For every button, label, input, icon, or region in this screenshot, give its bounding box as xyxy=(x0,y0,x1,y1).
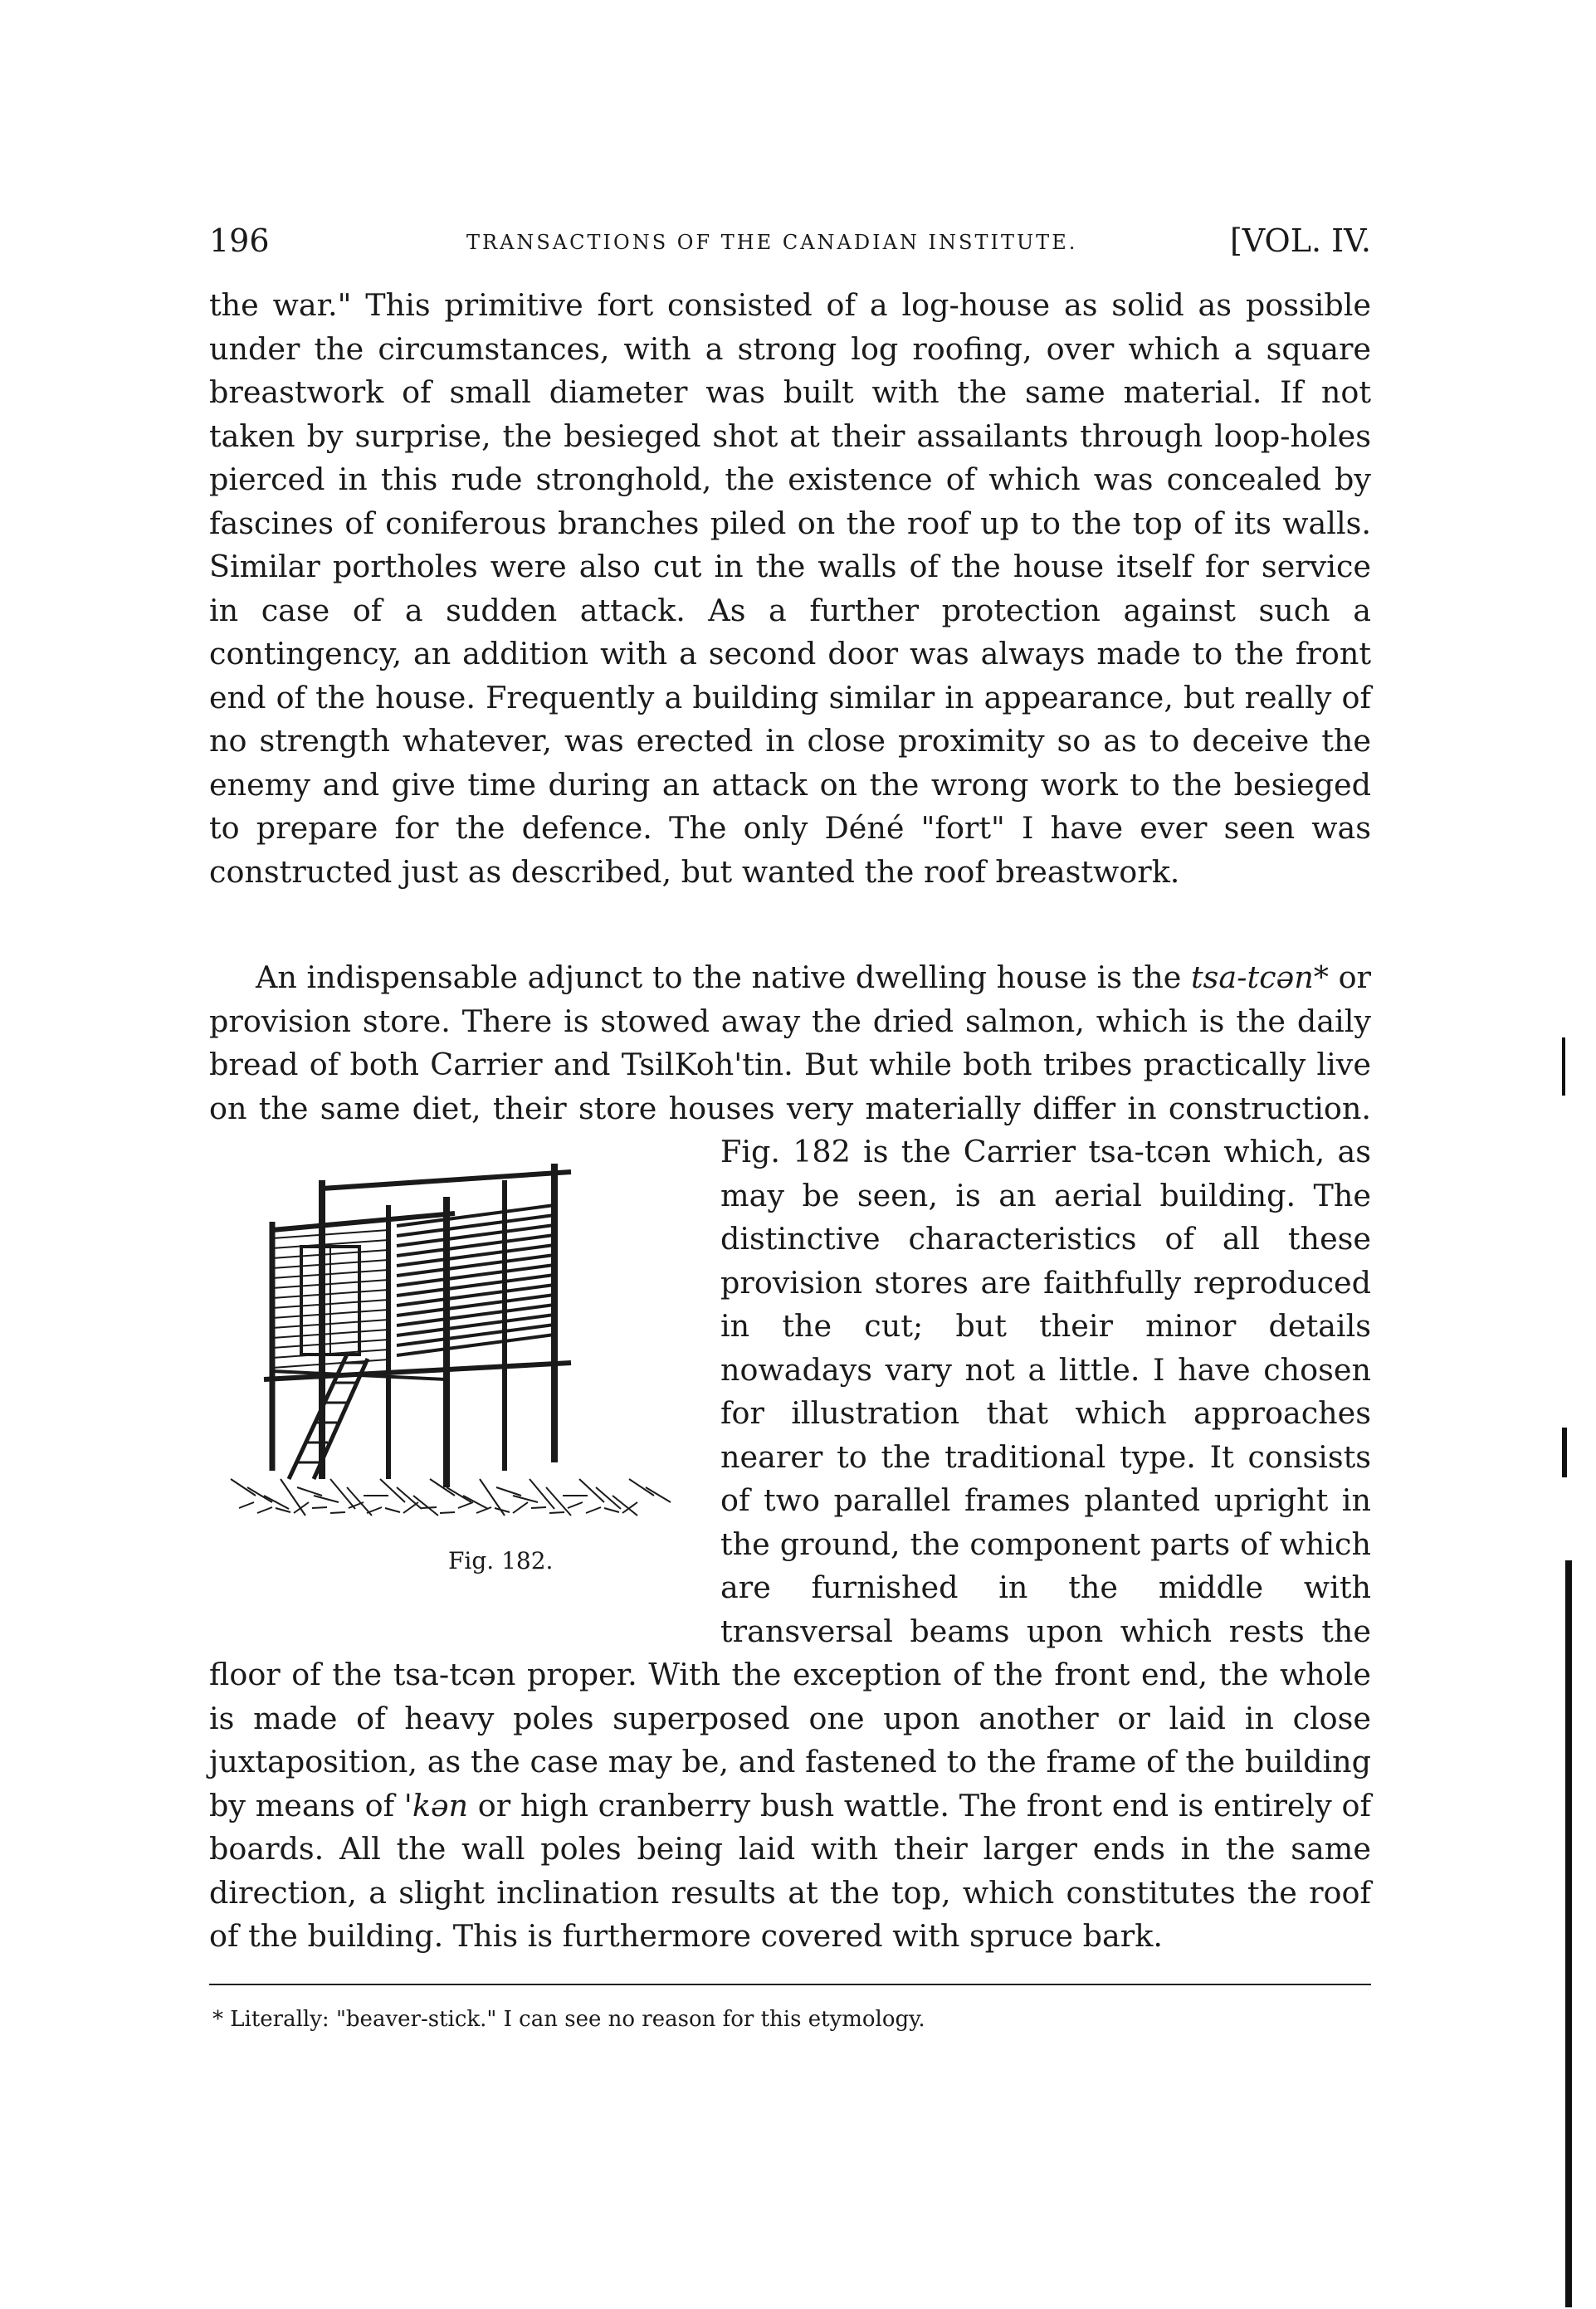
provision-store-illustration xyxy=(222,1130,687,1529)
p2-ending: or high cranberry bush wattle. The front end is entirely of boards. All the wall poles being laid with their larger ends in the same direction, a slight inclination results at the top, which constitutes the roof of the building. This is furthermore covered with spruce bark. xyxy=(209,1787,1371,1954)
term-tsa-tcon: tsa-tcən xyxy=(1190,959,1314,995)
paragraph-2 xyxy=(209,956,1371,1959)
scan-edge-mark xyxy=(1565,1560,1572,2307)
paragraph-2-text xyxy=(209,956,1371,1959)
p2-body-continued: in construction. Fig. 182 is the Carrier tsa-tcən which, as may be seen, is an aerial building. The distinctive characteristics of all these provision stores are faithfully reproduced in the cut; but their minor details nowadays vary not a little. I have chosen for illustration that which approaches nearer to the traditional type. It consists of two parallel frames planted upright in the ground, the component parts of which are furnished in the middle with transversal beams upon which rests the floor of the tsa-tcən proper. With the exception of the front end, the whole is made of heavy poles superposed one upon another or laid in close juxtaposition, as the case may be, and fastened to the frame of the building by means of xyxy=(209,1090,1371,1823)
page-header xyxy=(209,222,1371,272)
footnote-rule xyxy=(209,1984,1371,1985)
figure-182 xyxy=(209,1130,699,1612)
p2-intro: An indispensable adjunct to the native dwelling house is the xyxy=(256,959,1191,995)
running-title: TRANSACTIONS OF THE CANADIAN INSTITUTE. xyxy=(466,231,1078,254)
volume-label: [VOL. IV. xyxy=(1229,222,1371,259)
scan-edge-mark xyxy=(1562,1037,1565,1096)
figure-caption: Fig. 182. xyxy=(448,1547,554,1574)
footnote: * Literally: "beaver-stick." I can see no reason for this etymology. xyxy=(212,2007,925,2032)
scan-edge-mark xyxy=(1562,1428,1567,1477)
term-kon: 'kən xyxy=(403,1787,469,1823)
paragraph-1 xyxy=(209,284,1371,894)
paragraph-1-text: the war." This primitive fort consisted of a log-house as solid as possible under the circumstances, with a strong log roofing, over which a square breastwork of small diameter was built with the same material. If not taken by surprise, the besieged shot at their assailants through loop-holes pierced in this rude stronghold, the existence of which was concealed by fascines of coniferous branches piled on the roof up to the top of its walls. Similar portholes were also cut in the walls of the house itself for service in case of a sudden attack. As a further protection against such a contingency, an addition with a second door was always made to the front end of the house. Frequently a building similar in appearance, but really of no strength whatever, was erected in close proximity so as to deceive the enemy and give time during an attack on the wrong work to the besieged to prepare for the defence. The only Déné "fort" I have ever seen was constructed just as described, but wanted the roof breastwork. xyxy=(209,287,1371,890)
p2-body: or provision store. There is stowed away the dried salmon, which is the daily bread of both Carrier and TsilKoh'tin. But while both tribes practically live on the same diet, their store houses very materially differ xyxy=(209,959,1371,1126)
page-number: 196 xyxy=(209,222,270,259)
footnote-marker: * xyxy=(1313,959,1329,995)
